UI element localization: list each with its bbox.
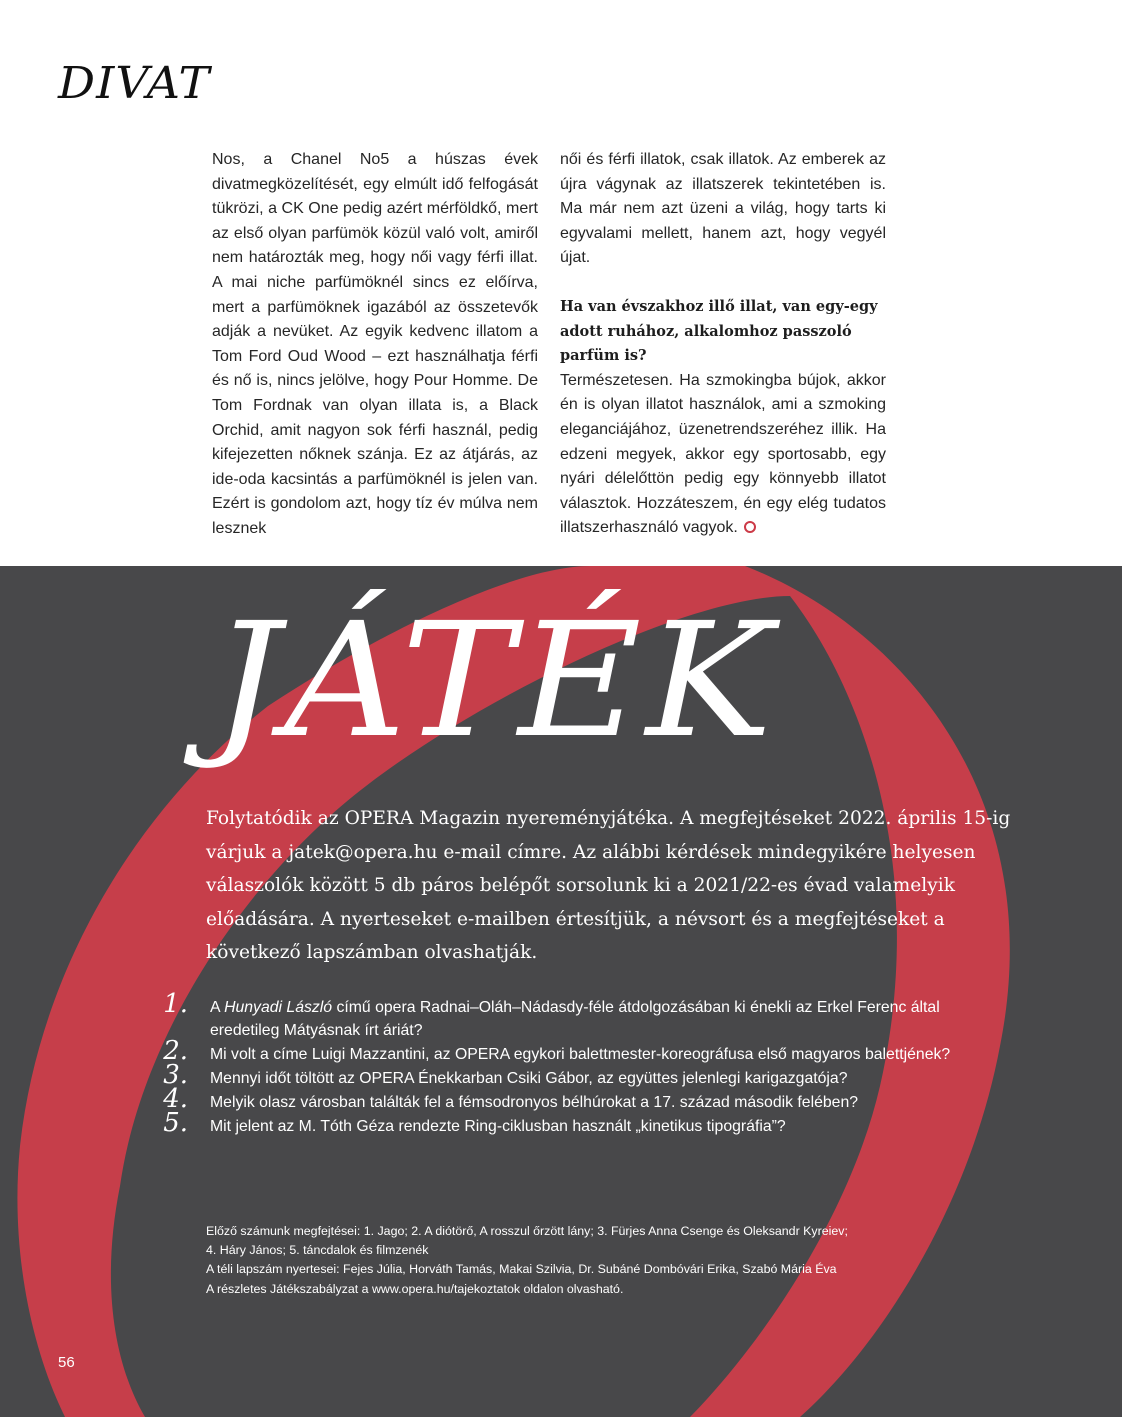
answer-text: Természetesen. Ha szmokingba bújok, akkor én is olyan illatot használok, ami a szmoking eleganciájához, üzenetrendszeréhez illik. Ha edzeni megyek, akkor egy sportosabb, egy nyári délelőttön pedig egy könnyebb illatot választok. Hozzáteszem, én egy elég tudatos illatszerhasználó vagyok. (560, 371, 886, 537)
question-text: Mit jelent az M. Tóth Géza rendezte Ring-ciklusban használt „kinetikus tipográfia”? (210, 1118, 786, 1135)
question-item (158, 989, 998, 1042)
article-paragraph: női és férfi illatok, csak illatok. Az emberek az újra vágynak az illatszerek tekintetében is. Ma már nem azt üzeni a világ, hogy tarts ki egyvalami mellett, hanem azt, hogy vegyél újat. (560, 151, 886, 267)
end-mark-icon (744, 521, 756, 533)
question-item (158, 1108, 998, 1138)
interview-question: Ha van évszakhoz illő illat, van egy-egy adott ruhához, alkalomhoz passzoló parfüm is? (560, 297, 878, 365)
previous-answers: Előző számunk megfejtései: 1. Jago; 2. A diótörő, A rosszul őrzött lány; 3. Fürjes Anna Csenge és Oleksandr Kyreiev; (206, 1224, 848, 1238)
section-label: DIVAT (58, 58, 211, 109)
question-text: című opera Radnai–Oláh–Nádasdy-féle átdolgozásában ki énekli az Erkel Ferenc által eredetileg Mátyásnak írt áriát? (210, 999, 940, 1039)
question-number: 4. (163, 1084, 188, 1114)
question-pre: A (210, 999, 225, 1016)
question-number: 5. (163, 1108, 188, 1138)
game-footnote (206, 1222, 966, 1299)
question-number: 2. (163, 1036, 188, 1066)
article-paragraph: Nos, a Chanel No5 a húszas évek divatmegközelítését, egy elmúlt idő felfogását tükrözi, a CK One pedig azért mérföldkő, mert az első olyan parfümök közül való volt, amiről nem határozták meg, hogy női vagy férfi illat. A mai niche parfümöknél sincs ez előírva, mert a parfümöknek igazából az összetevők adják a nevüket. Az egyik kedvenc illatom a Tom Ford Oud Wood – ezt használhatja férfi és nő is, nincs jelölve, hogy Pour Homme. De Tom Fordnak van olyan illata is, a Black Orchid, amit nagyon sok férfi használ, pedig kifejezetten nőknek szánja. Ez az átjárás, az ide-oda kacsintás a parfümöknél is jelen van. Ezért is gondolom azt, hogy tíz év múlva nem lesznek (212, 151, 538, 537)
question-item (158, 1036, 998, 1066)
question-text: Mennyi időt töltött az OPERA Énekkarban Csiki Gábor, az együttes jelenlegi karigazgatója? (210, 1070, 848, 1087)
game-title: JÁTÉK (212, 589, 777, 773)
page-number: 56 (58, 1354, 75, 1371)
question-italic-title: Hunyadi László (224, 999, 333, 1016)
question-text: Mi volt a címe Luigi Mazzantini, az OPERA egykori balettmester-koreográfusa első magyaros balettjének? (210, 1046, 951, 1063)
question-number: 3. (163, 1060, 188, 1090)
rules-note: A részletes Játékszabályzat a www.opera.hu/tajekoztatok oldalon olvasható. (206, 1281, 624, 1296)
question-list (158, 989, 998, 1139)
game-intro: Folytatódik az OPERA Magazin nyereményjátéka. A megfejtéseket 2022. április 15-ig várjuk a jatek@opera.hu e-mail címre. Az alábbi kérdések mindegyikére helyesen válaszolók között 5 db páros belépőt sorsolunk ki a 2021/22-es évad valamelyik előadására. A nyerteseket e-mailben értesítjük, a névsort és a megfejtéseket a következő lapszámban olvashatják. (206, 808, 1011, 963)
article-left-column (212, 148, 538, 542)
question-item (158, 1084, 998, 1114)
interview-answer (560, 369, 886, 541)
previous-answers-cont: 4. Háry János; 5. táncdalok és filmzenék (206, 1243, 429, 1258)
question-text: Melyik olasz városban találták fel a fémsodronyos bélhúrokat a 17. század második felében? (210, 1094, 859, 1111)
winners: A téli lapszám nyertesei: Fejes Júlia, Horváth Tamás, Makai Szilvia, Dr. Subáné Dombóvári Erika, Szabó Mária Éva (206, 1262, 837, 1277)
game-section (0, 566, 1122, 1417)
article-right-column (560, 148, 886, 541)
question-number: 1. (163, 989, 188, 1019)
question-item (158, 1060, 998, 1090)
